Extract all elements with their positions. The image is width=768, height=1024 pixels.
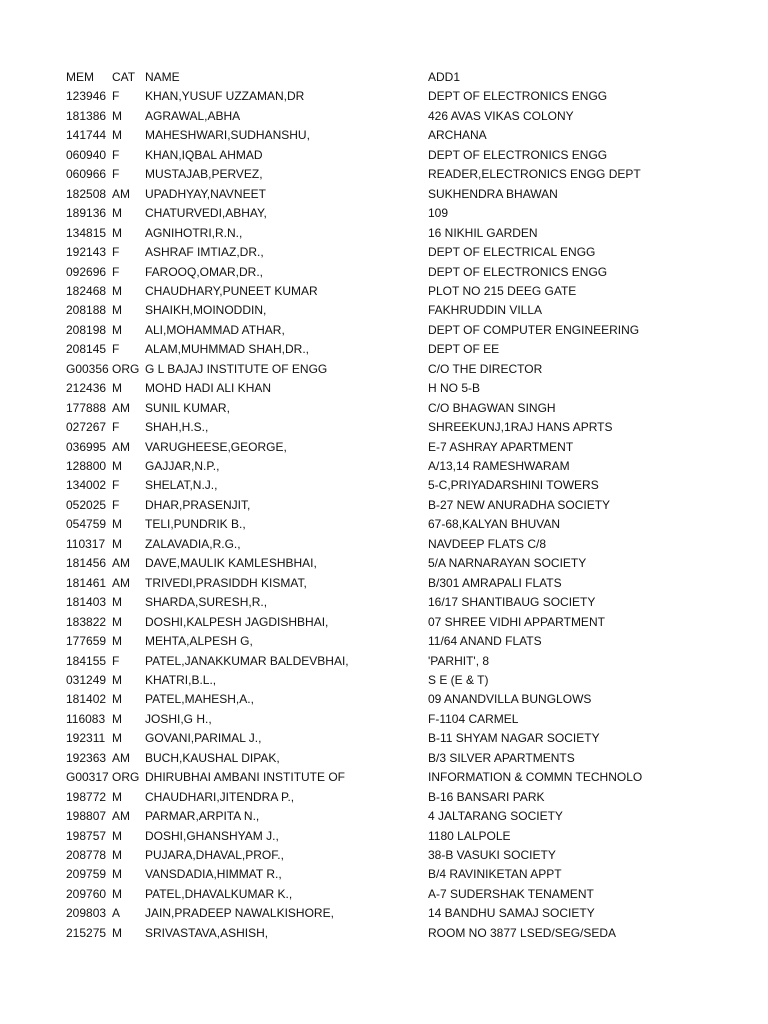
cell-add1: A-7 SUDERSHAK TENAMENT <box>428 886 594 901</box>
cell-name: JOSHI,G H., <box>145 711 212 726</box>
cell-add1: ARCHANA <box>428 128 487 143</box>
cell-mem: 031249 <box>66 672 107 687</box>
cell-cat: AM <box>112 186 130 201</box>
cell-name: PATEL,DHAVALKUMAR K., <box>145 886 293 901</box>
cell-mem: 128800 <box>66 459 107 473</box>
table-row <box>0 204 768 224</box>
table-row <box>0 846 768 866</box>
table-row <box>0 301 768 321</box>
cell-name: DOSHI,KALPESH JAGDISHBHAI, <box>145 614 329 629</box>
cell-add1: 09 ANANDVILLA BUNGLOWS <box>428 692 592 707</box>
cell-name: VARUGHEESE,GEORGE, <box>145 439 287 454</box>
cell-mem: 181402 <box>66 692 107 707</box>
cell-cat: M <box>112 225 122 240</box>
cell-add1: C/O THE DIRECTOR <box>428 361 543 376</box>
cell-mem: 209803 <box>66 906 107 921</box>
cell-name: TRIVEDI,PRASIDDH KISMAT, <box>145 575 307 590</box>
cell-add1: 07 SHREE VIDHI APPARTMENT <box>428 614 605 629</box>
cell-cat: M <box>112 108 122 123</box>
cell-name: SHAIKH,MOINODDIN, <box>145 303 267 318</box>
cell-cat: F <box>112 420 120 435</box>
cell-name: DHIRUBHAI AMBANI INSTITUTE OF <box>145 770 346 785</box>
cell-mem: 208145 <box>66 342 107 357</box>
cell-mem: 116083 <box>66 711 106 726</box>
cell-mem: 092696 <box>66 264 107 279</box>
cell-cat: M <box>112 789 122 804</box>
cell-add1: F-1104 CARMEL <box>428 711 519 726</box>
cell-name: MOHD HADI ALI KHAN <box>145 381 272 396</box>
table-row <box>0 87 768 107</box>
table-row <box>0 924 768 944</box>
table-row <box>0 146 768 166</box>
cell-cat: M <box>112 283 122 298</box>
table-row <box>0 340 768 360</box>
cell-name: ASHRAF IMTIAZ,DR., <box>145 245 264 260</box>
cell-add1: B-16 BANSARI PARK <box>428 789 545 804</box>
table-row <box>0 282 768 302</box>
cell-name: G L BAJAJ INSTITUTE OF ENGG <box>145 361 328 376</box>
cell-add1: DEPT OF EE <box>428 342 500 357</box>
cell-cat: F <box>112 342 120 357</box>
table-row <box>0 729 768 749</box>
cell-mem: 177659 <box>66 634 107 649</box>
cell-add1: SUKHENDRA BHAWAN <box>428 186 558 201</box>
cell-cat: ORG <box>112 361 140 376</box>
cell-cat: M <box>112 322 122 337</box>
table-row <box>0 515 768 535</box>
cell-cat: M <box>112 672 122 687</box>
cell-add1: 16 NIKHIL GARDEN <box>428 225 538 240</box>
cell-cat: M <box>112 692 122 707</box>
cell-cat: A <box>112 906 121 921</box>
cell-mem: 192311 <box>66 731 106 746</box>
cell-add1: ROOM NO 3877 LSED/SEG/SEDA <box>428 925 617 940</box>
header-name: NAME <box>145 70 180 84</box>
table-row <box>0 321 768 341</box>
cell-mem: 134002 <box>66 478 107 493</box>
cell-mem: 052025 <box>66 497 107 512</box>
cell-mem: 182468 <box>66 283 107 298</box>
cell-cat: AM <box>112 439 130 454</box>
table-row <box>0 107 768 127</box>
cell-name: CHAUDHARY,PUNEET KUMAR <box>145 283 318 298</box>
table-row <box>0 904 768 924</box>
table-row <box>0 768 768 788</box>
cell-add1: 5/A NARNARAYAN SOCIETY <box>428 556 587 571</box>
table-row <box>0 652 768 672</box>
cell-name: DAVE,MAULIK KAMLESHBHAI, <box>145 556 317 571</box>
cell-mem: 181403 <box>66 595 107 610</box>
cell-mem: 212436 <box>66 381 107 396</box>
cell-name: KHAN,YUSUF UZZAMAN,DR <box>145 89 305 104</box>
cell-mem: 110317 <box>66 536 106 551</box>
table-row <box>0 535 768 555</box>
table-row <box>0 632 768 652</box>
cell-cat: M <box>112 459 122 473</box>
cell-cat: F <box>112 653 120 668</box>
cell-cat: F <box>112 147 120 162</box>
cell-mem: 177888 <box>66 400 107 415</box>
cell-mem: 036995 <box>66 439 107 454</box>
cell-name: SRIVASTAVA,ASHISH, <box>145 925 269 940</box>
table-row <box>0 613 768 633</box>
table-row <box>0 827 768 847</box>
cell-name: MAHESHWARI,SUDHANSHU, <box>145 128 310 143</box>
cell-cat: M <box>112 848 122 862</box>
cell-add1: 11/64 ANAND FLATS <box>428 634 542 649</box>
cell-add1: NAVDEEP FLATS C/8 <box>428 536 547 551</box>
cell-add1: 67-68,KALYAN BHUVAN <box>428 517 561 532</box>
cell-mem: 192143 <box>66 245 107 260</box>
cell-add1: 4 JALTARANG SOCIETY <box>428 809 563 824</box>
cell-add1: 38-B VASUKI SOCIETY <box>428 848 556 862</box>
table-row <box>0 690 768 710</box>
cell-cat: M <box>112 595 122 610</box>
cell-cat: M <box>112 867 122 882</box>
cell-add1: A/13,14 RAMESHWARAM <box>428 459 570 473</box>
cell-add1: 'PARHIT', 8 <box>428 653 490 668</box>
cell-mem: 209759 <box>66 867 107 882</box>
cell-add1: B-27 NEW ANURADHA SOCIETY <box>428 497 611 512</box>
cell-mem: 182508 <box>66 186 107 201</box>
cell-name: DHAR,PRASENJIT, <box>145 497 251 512</box>
cell-cat: M <box>112 886 122 901</box>
cell-name: AGNIHOTRI,R.N., <box>145 225 243 240</box>
cell-add1: C/O BHAGWAN SINGH <box>428 400 556 415</box>
table-row <box>0 165 768 185</box>
cell-cat: M <box>112 828 122 843</box>
cell-add1: FAKHRUDDIN VILLA <box>428 303 543 318</box>
table-row <box>0 554 768 574</box>
cell-add1: PLOT NO 215 DEEG GATE <box>428 283 577 298</box>
cell-mem: 189136 <box>66 206 107 221</box>
table-row <box>0 865 768 885</box>
cell-name: MUSTAJAB,PERVEZ, <box>145 167 263 182</box>
cell-add1: 14 BANDHU SAMAJ SOCIETY <box>428 906 595 921</box>
table-row <box>0 593 768 613</box>
cell-cat: AM <box>112 400 130 415</box>
cell-name: SHARDA,SURESH,R., <box>145 595 268 610</box>
table-row <box>0 671 768 691</box>
cell-name: KHATRI,B.L., <box>145 672 217 687</box>
cell-name: PATEL,JANAKKUMAR BALDEVBHAI, <box>145 653 349 668</box>
cell-name: BUCH,KAUSHAL DIPAK, <box>145 750 280 765</box>
cell-mem: 208188 <box>66 303 107 318</box>
table-row <box>0 224 768 244</box>
cell-name: ZALAVADIA,R.G., <box>145 536 241 551</box>
cell-name: JAIN,PRADEEP NAWALKISHORE, <box>145 906 334 921</box>
cell-cat: M <box>112 731 122 746</box>
table-row <box>0 399 768 419</box>
table-row <box>0 457 768 477</box>
cell-add1: DEPT OF ELECTRICAL ENGG <box>428 245 596 260</box>
cell-cat: M <box>112 634 122 649</box>
cell-mem: 134815 <box>66 225 107 240</box>
cell-cat: F <box>112 478 120 493</box>
cell-cat: M <box>112 711 122 726</box>
cell-mem: 054759 <box>66 517 107 532</box>
cell-cat: ORG <box>112 770 140 785</box>
table-row <box>0 126 768 146</box>
cell-mem: 198772 <box>66 789 107 804</box>
cell-add1: SHREEKUNJ,1RAJ HANS APRTS <box>428 420 613 435</box>
table-row <box>0 788 768 808</box>
cell-mem: 183822 <box>66 614 107 629</box>
cell-name: CHAUDHARI,JITENDRA P., <box>145 789 295 804</box>
cell-name: PUJARA,DHAVAL,PROF., <box>145 848 284 862</box>
cell-mem: 181461 <box>66 575 107 590</box>
cell-mem: 192363 <box>66 750 107 765</box>
cell-add1: 16/17 SHANTIBAUG SOCIETY <box>428 595 596 610</box>
cell-add1: B/301 AMRAPALI FLATS <box>428 575 562 590</box>
cell-cat: M <box>112 614 122 629</box>
cell-name: UPADHYAY,NAVNEET <box>145 186 266 201</box>
table-row <box>0 418 768 438</box>
cell-add1: 1180 LALPOLE <box>428 828 511 843</box>
cell-cat: AM <box>112 575 130 590</box>
cell-add1: B/4 RAVINIKETAN APPT <box>428 867 562 882</box>
cell-add1: DEPT OF COMPUTER ENGINEERING <box>428 322 640 337</box>
table-row <box>0 574 768 594</box>
cell-add1: DEPT OF ELECTRONICS ENGG <box>428 264 608 279</box>
cell-name: MEHTA,ALPESH G, <box>145 634 253 649</box>
cell-add1: 5-C,PRIYADARSHINI TOWERS <box>428 478 599 493</box>
cell-mem: 060940 <box>66 147 107 162</box>
cell-mem: 208198 <box>66 322 107 337</box>
cell-add1: DEPT OF ELECTRONICS ENGG <box>428 89 608 104</box>
cell-cat: AM <box>112 809 130 824</box>
table-row <box>0 749 768 769</box>
cell-mem: 209760 <box>66 886 107 901</box>
table-row <box>0 710 768 730</box>
cell-mem: 208778 <box>66 848 107 862</box>
cell-mem: G00317 <box>66 770 109 785</box>
cell-mem: 141744 <box>66 128 107 143</box>
cell-add1: 109 <box>428 206 449 221</box>
header-cat: CAT <box>112 70 136 84</box>
cell-mem: 060966 <box>66 167 107 182</box>
cell-cat: M <box>112 925 122 940</box>
cell-mem: 215275 <box>66 925 107 940</box>
cell-mem: 027267 <box>66 420 107 435</box>
cell-mem: 181456 <box>66 556 107 571</box>
header-mem: MEM <box>66 70 94 84</box>
table-row <box>0 243 768 263</box>
cell-name: CHATURVEDI,ABHAY, <box>145 206 267 221</box>
table-row <box>0 438 768 458</box>
cell-add1: B-11 SHYAM NAGAR SOCIETY <box>428 731 600 746</box>
cell-cat: F <box>112 264 120 279</box>
cell-cat: F <box>112 245 120 260</box>
cell-mem: 198757 <box>66 828 107 843</box>
cell-name: AGRAWAL,ABHA <box>145 108 241 123</box>
cell-name: DOSHI,GHANSHYAM J., <box>145 828 279 843</box>
cell-name: SHELAT,N.J., <box>145 478 218 493</box>
cell-cat: M <box>112 303 122 318</box>
table-row <box>0 360 768 380</box>
cell-name: SUNIL KUMAR, <box>145 400 230 415</box>
cell-cat: M <box>112 536 122 551</box>
cell-cat: M <box>112 381 122 396</box>
table-row <box>0 496 768 516</box>
header-row <box>0 68 768 88</box>
cell-name: GAJJAR,N.P., <box>145 459 220 473</box>
header-add1: ADD1 <box>428 70 461 84</box>
cell-name: KHAN,IQBAL AHMAD <box>145 147 263 162</box>
table-row <box>0 476 768 496</box>
cell-cat: AM <box>112 750 130 765</box>
table-row <box>0 263 768 283</box>
cell-name: PARMAR,ARPITA N., <box>145 809 260 824</box>
cell-mem: 184155 <box>66 653 107 668</box>
table-row <box>0 885 768 905</box>
cell-add1: E-7 ASHRAY APARTMENT <box>428 439 574 454</box>
cell-cat: F <box>112 89 120 104</box>
table-row <box>0 379 768 399</box>
cell-add1: DEPT OF ELECTRONICS ENGG <box>428 147 608 162</box>
cell-name: ALI,MOHAMMAD ATHAR, <box>145 322 285 337</box>
cell-name: ALAM,MUHMMAD SHAH,DR., <box>145 342 310 357</box>
cell-cat: F <box>112 167 120 182</box>
cell-add1: INFORMATION & COMMN TECHNOLO <box>428 770 643 785</box>
cell-name: TELI,PUNDRIK B., <box>145 517 246 532</box>
cell-mem: G00356 <box>66 361 109 376</box>
cell-name: FAROOQ,OMAR,DR., <box>145 264 264 279</box>
table-row <box>0 185 768 205</box>
cell-mem: 198807 <box>66 809 107 824</box>
cell-add1: S E (E & T) <box>428 672 489 687</box>
cell-add1: B/3 SILVER APARTMENTS <box>428 750 575 765</box>
cell-name: VANSDADIA,HIMMAT R., <box>145 867 282 882</box>
cell-add1: 426 AVAS VIKAS COLONY <box>428 108 574 123</box>
cell-cat: M <box>112 517 122 532</box>
cell-cat: F <box>112 497 120 512</box>
cell-mem: 181386 <box>66 108 107 123</box>
cell-mem: 123946 <box>66 89 107 104</box>
cell-add1: READER,ELECTRONICS ENGG DEPT <box>428 167 641 182</box>
cell-cat: M <box>112 206 122 221</box>
table-row <box>0 807 768 827</box>
cell-cat: AM <box>112 556 130 571</box>
cell-name: GOVANI,PARIMAL J., <box>145 731 262 746</box>
cell-name: SHAH,H.S., <box>145 420 209 435</box>
cell-name: PATEL,MAHESH,A., <box>145 692 254 707</box>
cell-add1: H NO 5-B <box>428 381 481 396</box>
cell-cat: M <box>112 128 122 143</box>
